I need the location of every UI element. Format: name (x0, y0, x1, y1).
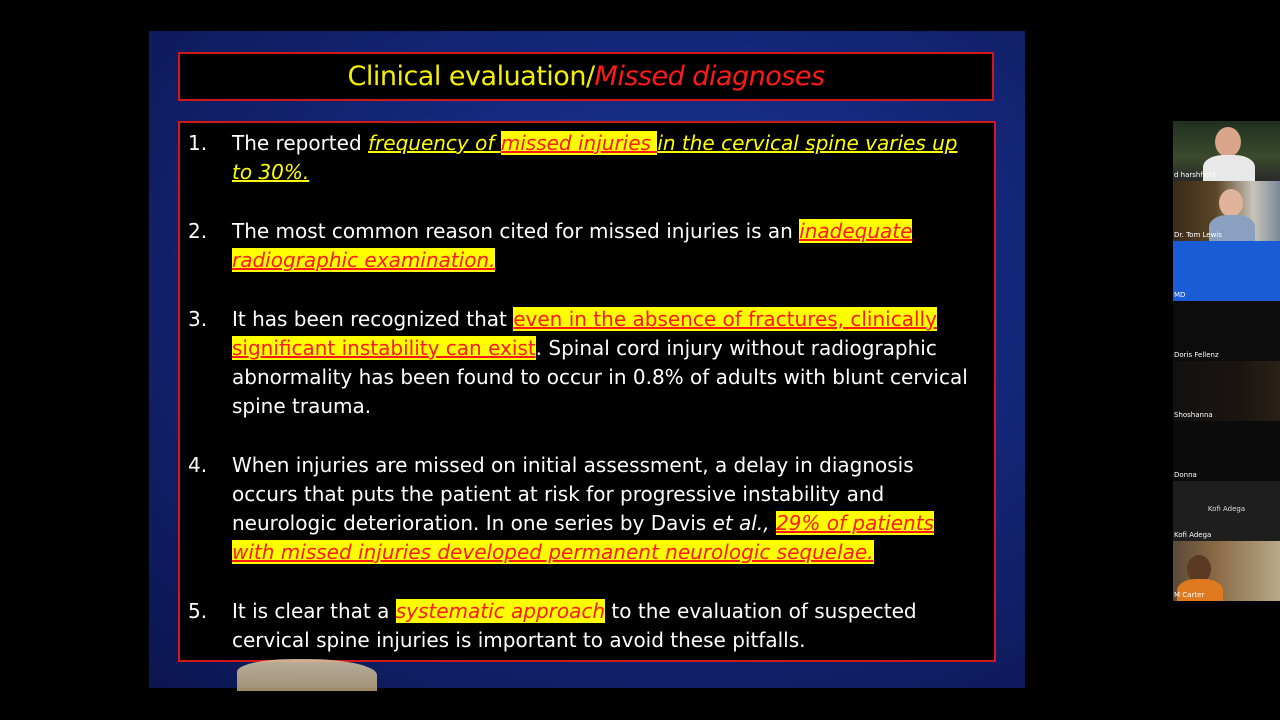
slide-content (178, 121, 996, 662)
participant-name: Kofi Adega (1174, 531, 1212, 539)
item-text: It is clear that a (232, 599, 396, 623)
highlight-text: 29% of patients with missed injuries developed permanent neurologic sequelae. (232, 511, 934, 564)
slide-title (178, 52, 994, 101)
highlight-text: in the cervical spine varies up to 30%. (232, 131, 958, 184)
list-number: 3. (188, 307, 208, 331)
item-text: to the evaluation of suspected cervical spine injuries is important to avoid these pitfalls. (232, 599, 917, 652)
presentation-slide (149, 31, 1025, 688)
item-text (770, 511, 776, 535)
participant-video (1219, 189, 1243, 217)
slide-title-emphasis: Missed diagnoses (594, 61, 825, 92)
participant-name: Dr. Tom Lewis (1174, 231, 1222, 239)
participant-name: Donna (1174, 471, 1197, 479)
highlight-text: missed injuries (500, 131, 658, 155)
participant-name: d harshfield (1174, 171, 1216, 179)
participant-tile[interactable] (1173, 541, 1280, 601)
highlight-text: systematic approach (395, 599, 606, 623)
participant-tile[interactable] (1173, 241, 1280, 301)
participant-video (1215, 127, 1241, 157)
list-number: 1. (188, 131, 208, 155)
highlight-text: inadequate radiographic examination. (232, 219, 913, 272)
participant-tile[interactable] (1173, 181, 1280, 241)
participant-tile[interactable] (1173, 121, 1280, 181)
participant-center-name: Kofi Adega (1207, 505, 1246, 513)
list-number: 2. (188, 219, 208, 243)
item-text: It has been recognized that (232, 307, 514, 331)
spine-image-fragment (237, 659, 377, 691)
participant-tile[interactable] (1173, 361, 1280, 421)
participant-tile[interactable] (1173, 481, 1280, 541)
item-text: The reported (232, 131, 368, 155)
slide-title-main: Clinical evaluation/ (347, 61, 595, 92)
list-number: 5. (188, 599, 208, 623)
highlight-text: frequency of (368, 131, 501, 155)
highlight-text: even in the absence of fractures, clinically significant instability can exist (232, 307, 937, 360)
participant-name: Shoshanna (1174, 411, 1213, 419)
participant-tile[interactable] (1173, 421, 1280, 481)
participant-tile[interactable] (1173, 301, 1280, 361)
item-text: When injuries are missed on initial assessment, a delay in diagnosis occurs that puts the patient at risk for progressive instability and neurologic deterioration. In one series by Davis (232, 453, 914, 535)
participant-name: M Carter (1174, 591, 1205, 599)
participant-name: MD (1174, 291, 1186, 299)
citation-text: et al., (712, 511, 770, 535)
list-number: 4. (188, 453, 208, 477)
participant-gallery (1173, 121, 1280, 601)
item-text: The most common reason cited for missed injuries is an (232, 219, 800, 243)
participant-name: Doris Fellenz (1174, 351, 1219, 359)
item-text: . Spinal cord injury without radiographic abnormality has been found to occur in 0.8% of adults with blunt cervical spine trauma. (232, 336, 968, 418)
